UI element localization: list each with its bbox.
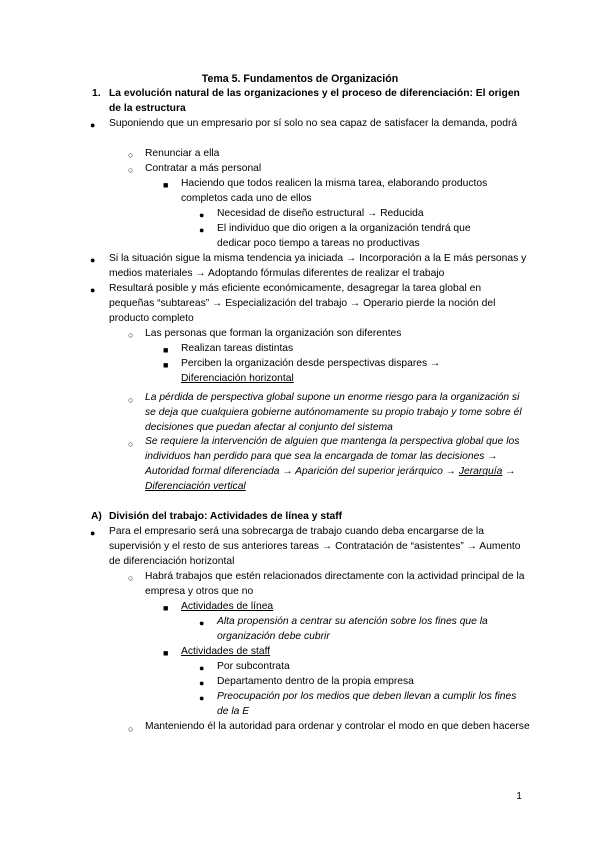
section-number: 1. xyxy=(92,88,101,99)
bullet-disc-icon: ● xyxy=(199,210,205,220)
list-item-text: Perciben la organización desde perspectivas dispares → xyxy=(181,358,441,369)
bullet-text: Resultará posible y más eficiente económicamente, desagregar la tarea global en pequeñas “subtareas” → Especialización del trabajo → Operario pierde la noción del producto completo xyxy=(109,283,496,324)
list-item: Necesidad de diseño estructural → Reducida xyxy=(217,208,424,219)
list-item: Contratar a más personal xyxy=(145,163,262,174)
bullet-disc-icon: ● xyxy=(90,528,96,538)
bullet-square-icon: ■ xyxy=(163,360,169,370)
bullet-square-icon: ■ xyxy=(163,648,169,658)
bullet-circle-icon: ○ xyxy=(128,330,134,340)
list-item: El individuo que dio origen a la organización tendrá que dedicar poco tiempo a tareas no productivas xyxy=(217,223,471,249)
bullet-circle-icon: ○ xyxy=(128,395,134,405)
bullet-square-icon: ■ xyxy=(163,180,169,190)
list-item: Las personas que forman la organización son diferentes xyxy=(145,328,402,339)
underlined-term: Diferenciación vertical xyxy=(145,480,246,492)
list-item: Realizan tareas distintas xyxy=(181,343,294,354)
list-item: Preocupación por los medios que deben llevan a cumplir los fines de la E xyxy=(217,691,517,717)
bullet-text: Si la situación sigue la misma tendencia ya iniciada → Incorporación a la E más personas y medios materiales → Adoptando fórmulas diferentes de realizar el trabajo xyxy=(109,253,527,279)
bullet-circle-icon: ○ xyxy=(128,439,134,449)
list-item: Haciendo que todos realicen la misma tarea, elaborando productos completos cada uno de ellos xyxy=(181,178,488,204)
list-item: La pérdida de perspectiva global supone un enorme riesgo para la organización si se deja que cualquiera gobierne autónomamente su propio trabajo y tome sobre él decisiones que puedan afectar al conjunto del sistema xyxy=(145,392,522,433)
bullet-circle-icon: ○ xyxy=(128,150,134,160)
bullet-circle-icon: ○ xyxy=(128,724,134,734)
bullet-square-icon: ■ xyxy=(163,603,169,613)
bullet-disc-icon: ● xyxy=(90,285,96,295)
arrow-text: → xyxy=(505,465,516,477)
page-title: Tema 5. Fundamentos de Organización xyxy=(201,73,399,85)
list-item: Actividades de línea xyxy=(181,601,274,612)
section-heading: División del trabajo: Actividades de línea y staff xyxy=(109,511,343,522)
section-heading: La evolución natural de las organizaciones y el proceso de diferenciación: El origen de la estructura xyxy=(109,88,520,114)
underlined-term: Diferenciación horizontal xyxy=(181,372,294,384)
bullet-text: Para el empresario será una sobrecarga de trabajo cuando deba encargarse de la supervisión y el resto de sus anteriores tareas → Contratación de “asistentes” → Aumento de diferenciación horizontal xyxy=(109,526,521,567)
bullet-circle-icon: ○ xyxy=(128,573,134,583)
list-item: Habrá trabajos que estén relacionados directamente con la actividad principal de la empresa y otros que no xyxy=(145,571,525,597)
list-item: Alta propensión a centrar su atención sobre los fines que la organización debe cubrir xyxy=(217,616,488,642)
bullet-square-icon: ■ xyxy=(163,345,169,355)
bullet-disc-icon: ● xyxy=(199,663,205,673)
bullet-disc-icon: ● xyxy=(199,693,205,703)
list-item xyxy=(145,435,530,495)
underlined-term: Jerarquía xyxy=(458,465,503,477)
list-item xyxy=(181,357,526,387)
list-item-text: Se requiere la intervención de alguien que mantenga la perspectiva global que los individuos han perdido para que sea la encargada de tomar las decisiones → Autoridad formal diferenciada → Aparición del superior jerárquico → xyxy=(145,436,520,477)
list-item: Por subcontrata xyxy=(217,661,290,672)
bullet-disc-icon: ● xyxy=(199,678,205,688)
bullet-disc-icon: ● xyxy=(199,225,205,235)
list-item: Departamento dentro de la propia empresa xyxy=(217,676,414,687)
list-item: Renunciar a ella xyxy=(145,148,220,159)
list-item: Actividades de staff xyxy=(181,646,271,657)
page-number: 1 xyxy=(516,791,522,802)
bullet-circle-icon: ○ xyxy=(128,165,134,175)
bullet-disc-icon: ● xyxy=(199,618,205,628)
bullet-disc-icon: ● xyxy=(90,255,96,265)
list-item: Manteniendo él la autoridad para ordenar y controlar el modo en que deben hacerse xyxy=(145,721,530,732)
bullet-disc-icon: ● xyxy=(90,120,96,130)
section-label: A) xyxy=(91,511,102,522)
bullet-text: Suponiendo que un empresario por sí solo no sea capaz de satisfacer la demanda, podrá xyxy=(109,118,518,129)
